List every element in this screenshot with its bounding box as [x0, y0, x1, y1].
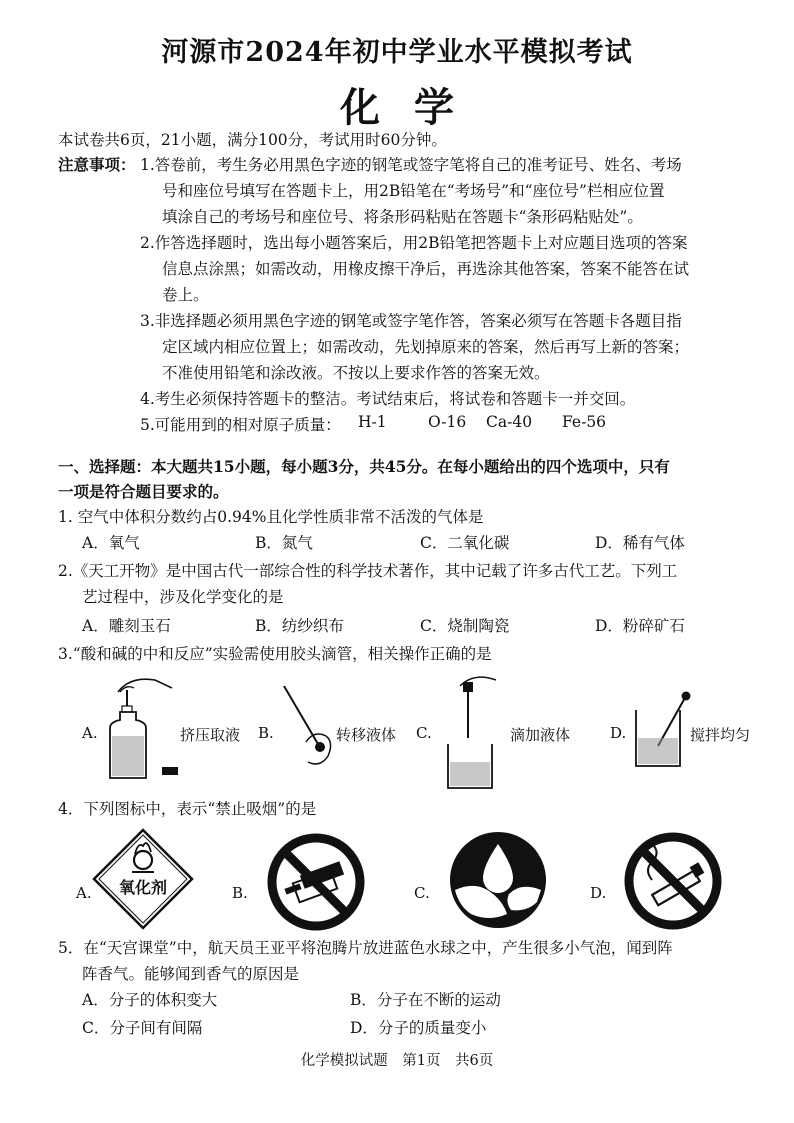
- q4-water-saving-icon: [447, 828, 549, 932]
- exam-title: 河源市2024年初中学业水平模拟考试: [161, 37, 633, 68]
- q5-option-b: B．分子在不断的运动: [350, 991, 501, 1009]
- q5-option-c: C．分子间有间隔: [82, 1019, 203, 1037]
- q3-caption-a: 挤压取液: [180, 726, 241, 744]
- q3-letter-d: D.: [610, 724, 627, 742]
- notice-line: 3.非选择题必须用黑色字迹的钢笔或签字笔作答，答案必须写在答题卡各题目指: [140, 312, 682, 330]
- section-heading: 一、选择题：本大题共15小题，每小题3分，共45分。在每小题给出的四个选项中，只有: [58, 457, 670, 476]
- notice-line: 卷上。: [162, 286, 209, 304]
- q1-option-a: A．氧气: [82, 534, 140, 552]
- question-2-stem: 2.《天工开物》是中国古代一部综合性的科学技术著作，其中记载了许多古代工艺。下列工: [58, 562, 678, 580]
- q5-option-d: D．分子的质量变小: [350, 1019, 487, 1037]
- subject-title: 化学: [340, 84, 488, 131]
- notice-line: 定区域内相应位置上；如需改动，先划掉原来的答案，然后再写上新的答案；: [162, 338, 690, 356]
- notice-line: 4.考生必须保持答题卡的整洁。考试结束后，将试卷和答题卡一并交回。: [140, 390, 636, 408]
- q4-oxidizer-sign: [92, 828, 194, 930]
- page-footer: 化学模拟试题 第1页 共6页: [300, 1053, 494, 1069]
- notice-line: 号和座位号填写在答题卡上，用2B铅笔在“考场号”和“座位号”栏相应位置: [162, 182, 665, 200]
- q3-letter-c: C.: [416, 724, 432, 742]
- q4-no-smoking-icon: [622, 830, 724, 932]
- q3-letter-a: A.: [82, 724, 98, 742]
- q3-dropper-transfer-figure: [278, 682, 340, 772]
- notice-line: 信息点涂黑；如需改动，用橡皮擦干净后，再选涂其他答案，答案不能答在试: [162, 260, 690, 278]
- q2-option-a: A．雕刻玉石: [82, 617, 171, 635]
- notice-line: 填涂自己的考场号和座位号、将条形码粘贴在答题卡“条形码粘贴处”。: [162, 208, 643, 226]
- q4-no-matches-icon: [265, 832, 367, 932]
- q1-option-d: D．稀有气体: [595, 534, 685, 552]
- q3-dropper-dropping-figure: [440, 668, 506, 794]
- question-2-stem-cont: 艺过程中，涉及化学变化的是: [82, 588, 284, 606]
- q4-letter-c: C.: [414, 884, 430, 902]
- question-1-stem: 1. 空气中体积分数约占0.94%且化学性质非常不活泼的气体是: [58, 508, 484, 526]
- q4-letter-d: D.: [590, 884, 607, 902]
- q2-option-b: B．纺纱织布: [255, 617, 344, 635]
- q3-caption-d: 搅拌均匀: [690, 726, 751, 744]
- notice-line: 不准使用铅笔和涂改液。不按以上要求作答的答案无效。: [162, 364, 550, 382]
- q3-caption-b: 转移液体: [336, 726, 397, 744]
- atomic-mass-h: H-1: [358, 413, 387, 431]
- q2-option-c: C．烧制陶瓷: [420, 617, 510, 635]
- atomic-mass-ca: Ca-40: [486, 413, 533, 431]
- q3-dropper-squeeze-figure: [100, 670, 185, 785]
- question-3-stem: 3.“酸和碱的中和反应”实验需使用胶头滴管，相关操作正确的是: [58, 645, 492, 663]
- notice-label: 注意事项：: [58, 155, 136, 174]
- q3-dropper-stirring-figure: [632, 690, 694, 772]
- q1-option-c: C．二氧化碳: [420, 534, 510, 552]
- q3-caption-c: 滴加液体: [510, 726, 571, 744]
- q2-option-d: D．粉碎矿石: [595, 617, 685, 635]
- question-5-stem-cont: 阵香气。能够闻到香气的原因是: [82, 965, 300, 983]
- notice-line: 2.作答选择题时，选出每小题答案后，用2B铅笔把答题卡上对应题目选项的答案: [140, 234, 688, 252]
- q4-letter-b: B.: [232, 884, 248, 902]
- question-5-stem: 5．在“天宫课堂”中，航天员王亚平将泡腾片放进蓝色水球之中，产生很多小气泡，闻到阵: [58, 939, 673, 957]
- atomic-mass-fe: Fe-56: [562, 413, 607, 431]
- q1-option-b: B．氮气: [255, 534, 313, 552]
- atomic-mass-o: O-16: [428, 413, 467, 431]
- q4-letter-a: A.: [76, 884, 92, 902]
- notice-line: 1.答卷前，考生务必用黑色字迹的钢笔或签字笔将自己的准考证号、姓名、考场: [140, 156, 682, 174]
- question-4-stem: 4．下列图标中，表示“禁止吸烟”的是: [58, 800, 317, 818]
- section-heading-cont: 一项是符合题目要求的。: [58, 482, 229, 501]
- q3-letter-b: B.: [258, 724, 274, 742]
- atomic-mass-label: 5.可能用到的相对原子质量：: [140, 416, 341, 434]
- oxidizer-sign-text: 氧化剂: [118, 878, 167, 897]
- exam-intro: 本试卷共6页，21小题，满分100分，考试用时60分钟。: [58, 131, 447, 149]
- q5-option-a: A．分子的体积变大: [82, 991, 218, 1009]
